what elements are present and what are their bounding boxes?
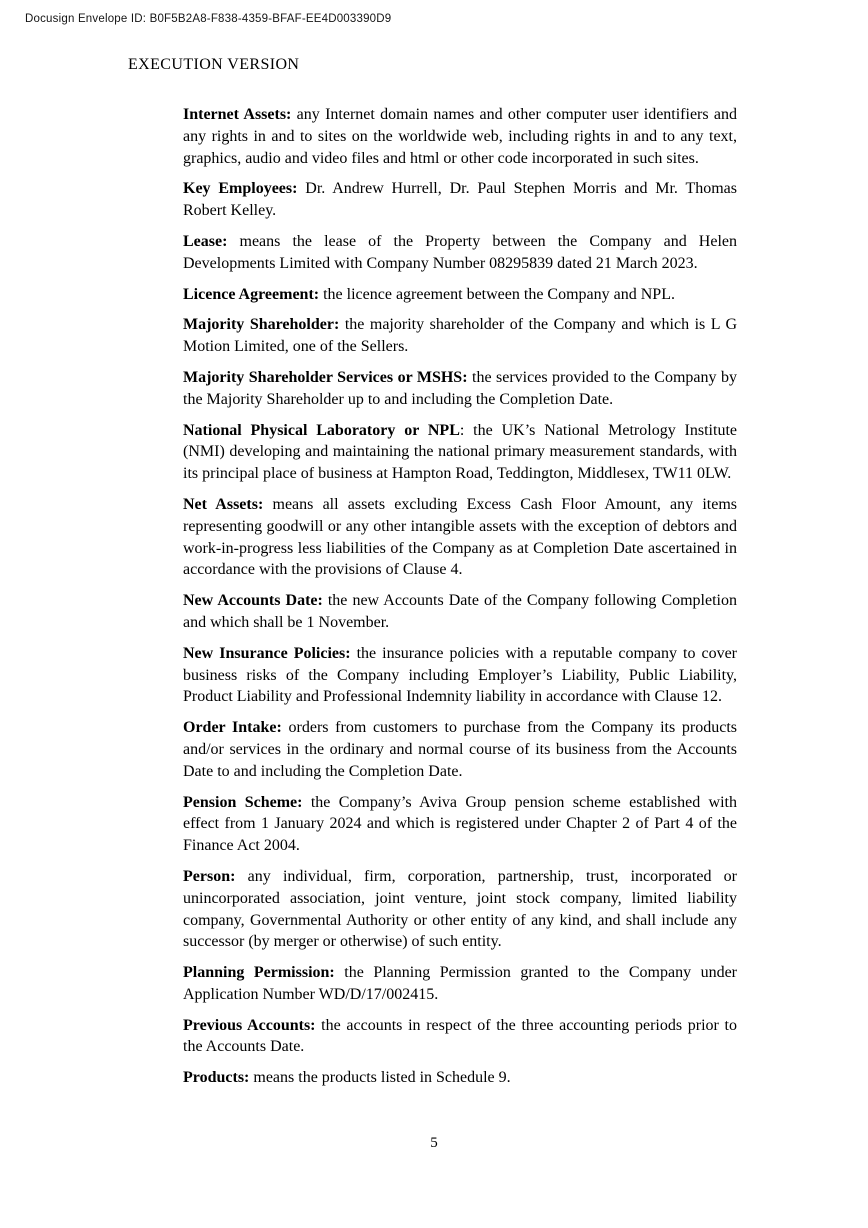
definition-paragraph bbox=[183, 1015, 737, 1059]
definition-term: Lease: bbox=[183, 232, 228, 250]
execution-version-label: EXECUTION VERSION bbox=[128, 56, 300, 73]
definition-term: Previous Accounts: bbox=[183, 1016, 316, 1034]
definition-term: Planning Permission: bbox=[183, 964, 335, 982]
definition-paragraph bbox=[183, 1067, 737, 1089]
definition-term: Majority Shareholder: bbox=[183, 316, 340, 334]
definition-text: the Company’s Aviva Group pension scheme established with effect from 1 January 2024 and which is registered under Chapter 2 of Part 4 of the Finance Act 2004. bbox=[183, 793, 737, 855]
definition-term: Order Intake: bbox=[183, 719, 282, 737]
definition-paragraph bbox=[183, 178, 737, 222]
definition-text: the services provided to the Company by the Majority Shareholder up to and including the Completion Date. bbox=[183, 368, 737, 408]
definition-text: means the products listed in Schedule 9. bbox=[249, 1069, 511, 1087]
definition-term: Internet Assets: bbox=[183, 106, 292, 123]
definition-paragraph bbox=[183, 367, 737, 411]
definition-paragraph bbox=[183, 104, 737, 169]
definition-paragraph bbox=[183, 494, 737, 581]
definition-paragraph bbox=[183, 231, 737, 275]
definition-paragraph bbox=[183, 717, 737, 782]
definition-term: Person: bbox=[183, 867, 236, 885]
definition-term: New Insurance Policies: bbox=[183, 644, 351, 662]
definition-text: the accounts in respect of the three accounting periods prior to the Accounts Date. bbox=[183, 1016, 738, 1056]
definition-paragraph bbox=[183, 590, 737, 634]
definition-term: National Physical Laboratory or NPL bbox=[183, 421, 460, 439]
definition-term: New Accounts Date: bbox=[183, 592, 323, 610]
definition-text: the licence agreement between the Company and NPL. bbox=[319, 285, 675, 303]
definition-text: : the UK’s National Metrology Institute (NMI) developing and maintaining the national primary measurement standards, with its principal place of business at Hampton Road, Teddington, Middlesex, TW11 0LW. bbox=[183, 421, 737, 483]
definition-text: orders from customers to purchase from the Company its products and/or services in the ordinary and normal course of its business from the Accounts Date to and including the Completion Date. bbox=[183, 719, 737, 780]
definition-paragraph bbox=[183, 284, 737, 306]
definition-text: any Internet domain names and other computer user identifiers and any rights in and to sites on the worldwide web, including rights in and to any text, graphics, audio and video files and html or other code incorporated in such sites. bbox=[183, 106, 738, 167]
definition-term: Licence Agreement: bbox=[183, 285, 320, 303]
definition-term: Majority Shareholder Services or MSHS: bbox=[183, 368, 468, 386]
definition-term: Products: bbox=[183, 1069, 250, 1087]
definitions-section bbox=[183, 104, 737, 1098]
definition-text: the new Accounts Date of the Company following Completion and which shall be 1 November. bbox=[183, 592, 737, 631]
definition-paragraph bbox=[183, 420, 737, 485]
definition-paragraph bbox=[183, 792, 737, 857]
page-number: 5 bbox=[430, 1135, 438, 1151]
docusign-envelope-id: Docusign Envelope ID: B0F5B2A8-F838-4359-BFAF-EE4D003390D9 bbox=[25, 13, 392, 25]
definition-paragraph bbox=[183, 866, 737, 953]
definition-term: Net Assets: bbox=[183, 495, 264, 513]
definition-text: any individual, firm, corporation, partnership, trust, incorporated or unincorporated association, joint venture, joint stock company, limited liability company, Governmental Authority or other entity of any kind, and shall include any successor (by merger or otherwise) of such entity. bbox=[183, 867, 737, 951]
definition-text: the insurance policies with a reputable company to cover business risks of the Company including Employer’s Liability, Public Liability, Product Liability and Professional Indemnity liability in accordance with Clause 12. bbox=[183, 644, 738, 706]
definition-paragraph bbox=[183, 643, 737, 708]
definition-term: Key Employees: bbox=[183, 180, 298, 198]
definition-text: the majority shareholder of the Company and which is L G Motion Limited, one of the Sellers. bbox=[183, 316, 738, 356]
definition-paragraph bbox=[183, 962, 737, 1006]
definition-text: the Planning Permission granted to the Company under Application Number WD/D/17/002415. bbox=[183, 964, 738, 1003]
definition-term: Pension Scheme: bbox=[183, 793, 303, 811]
definition-text: means the lease of the Property between the Company and Helen Developments Limited with Company Number 08295839 dated 21 March 2023. bbox=[183, 232, 737, 272]
definition-text: Dr. Andrew Hurrell, Dr. Paul Stephen Morris and Mr. Thomas Robert Kelley. bbox=[183, 180, 738, 220]
definition-text: means all assets excluding Excess Cash Floor Amount, any items representing goodwill or any other intangible assets with the exception of debtors and work-in-progress less liabilities of the Company as at Completion Date ascertained in accordance with the provisions of Clause 4. bbox=[183, 495, 738, 579]
definition-paragraph bbox=[183, 314, 737, 358]
